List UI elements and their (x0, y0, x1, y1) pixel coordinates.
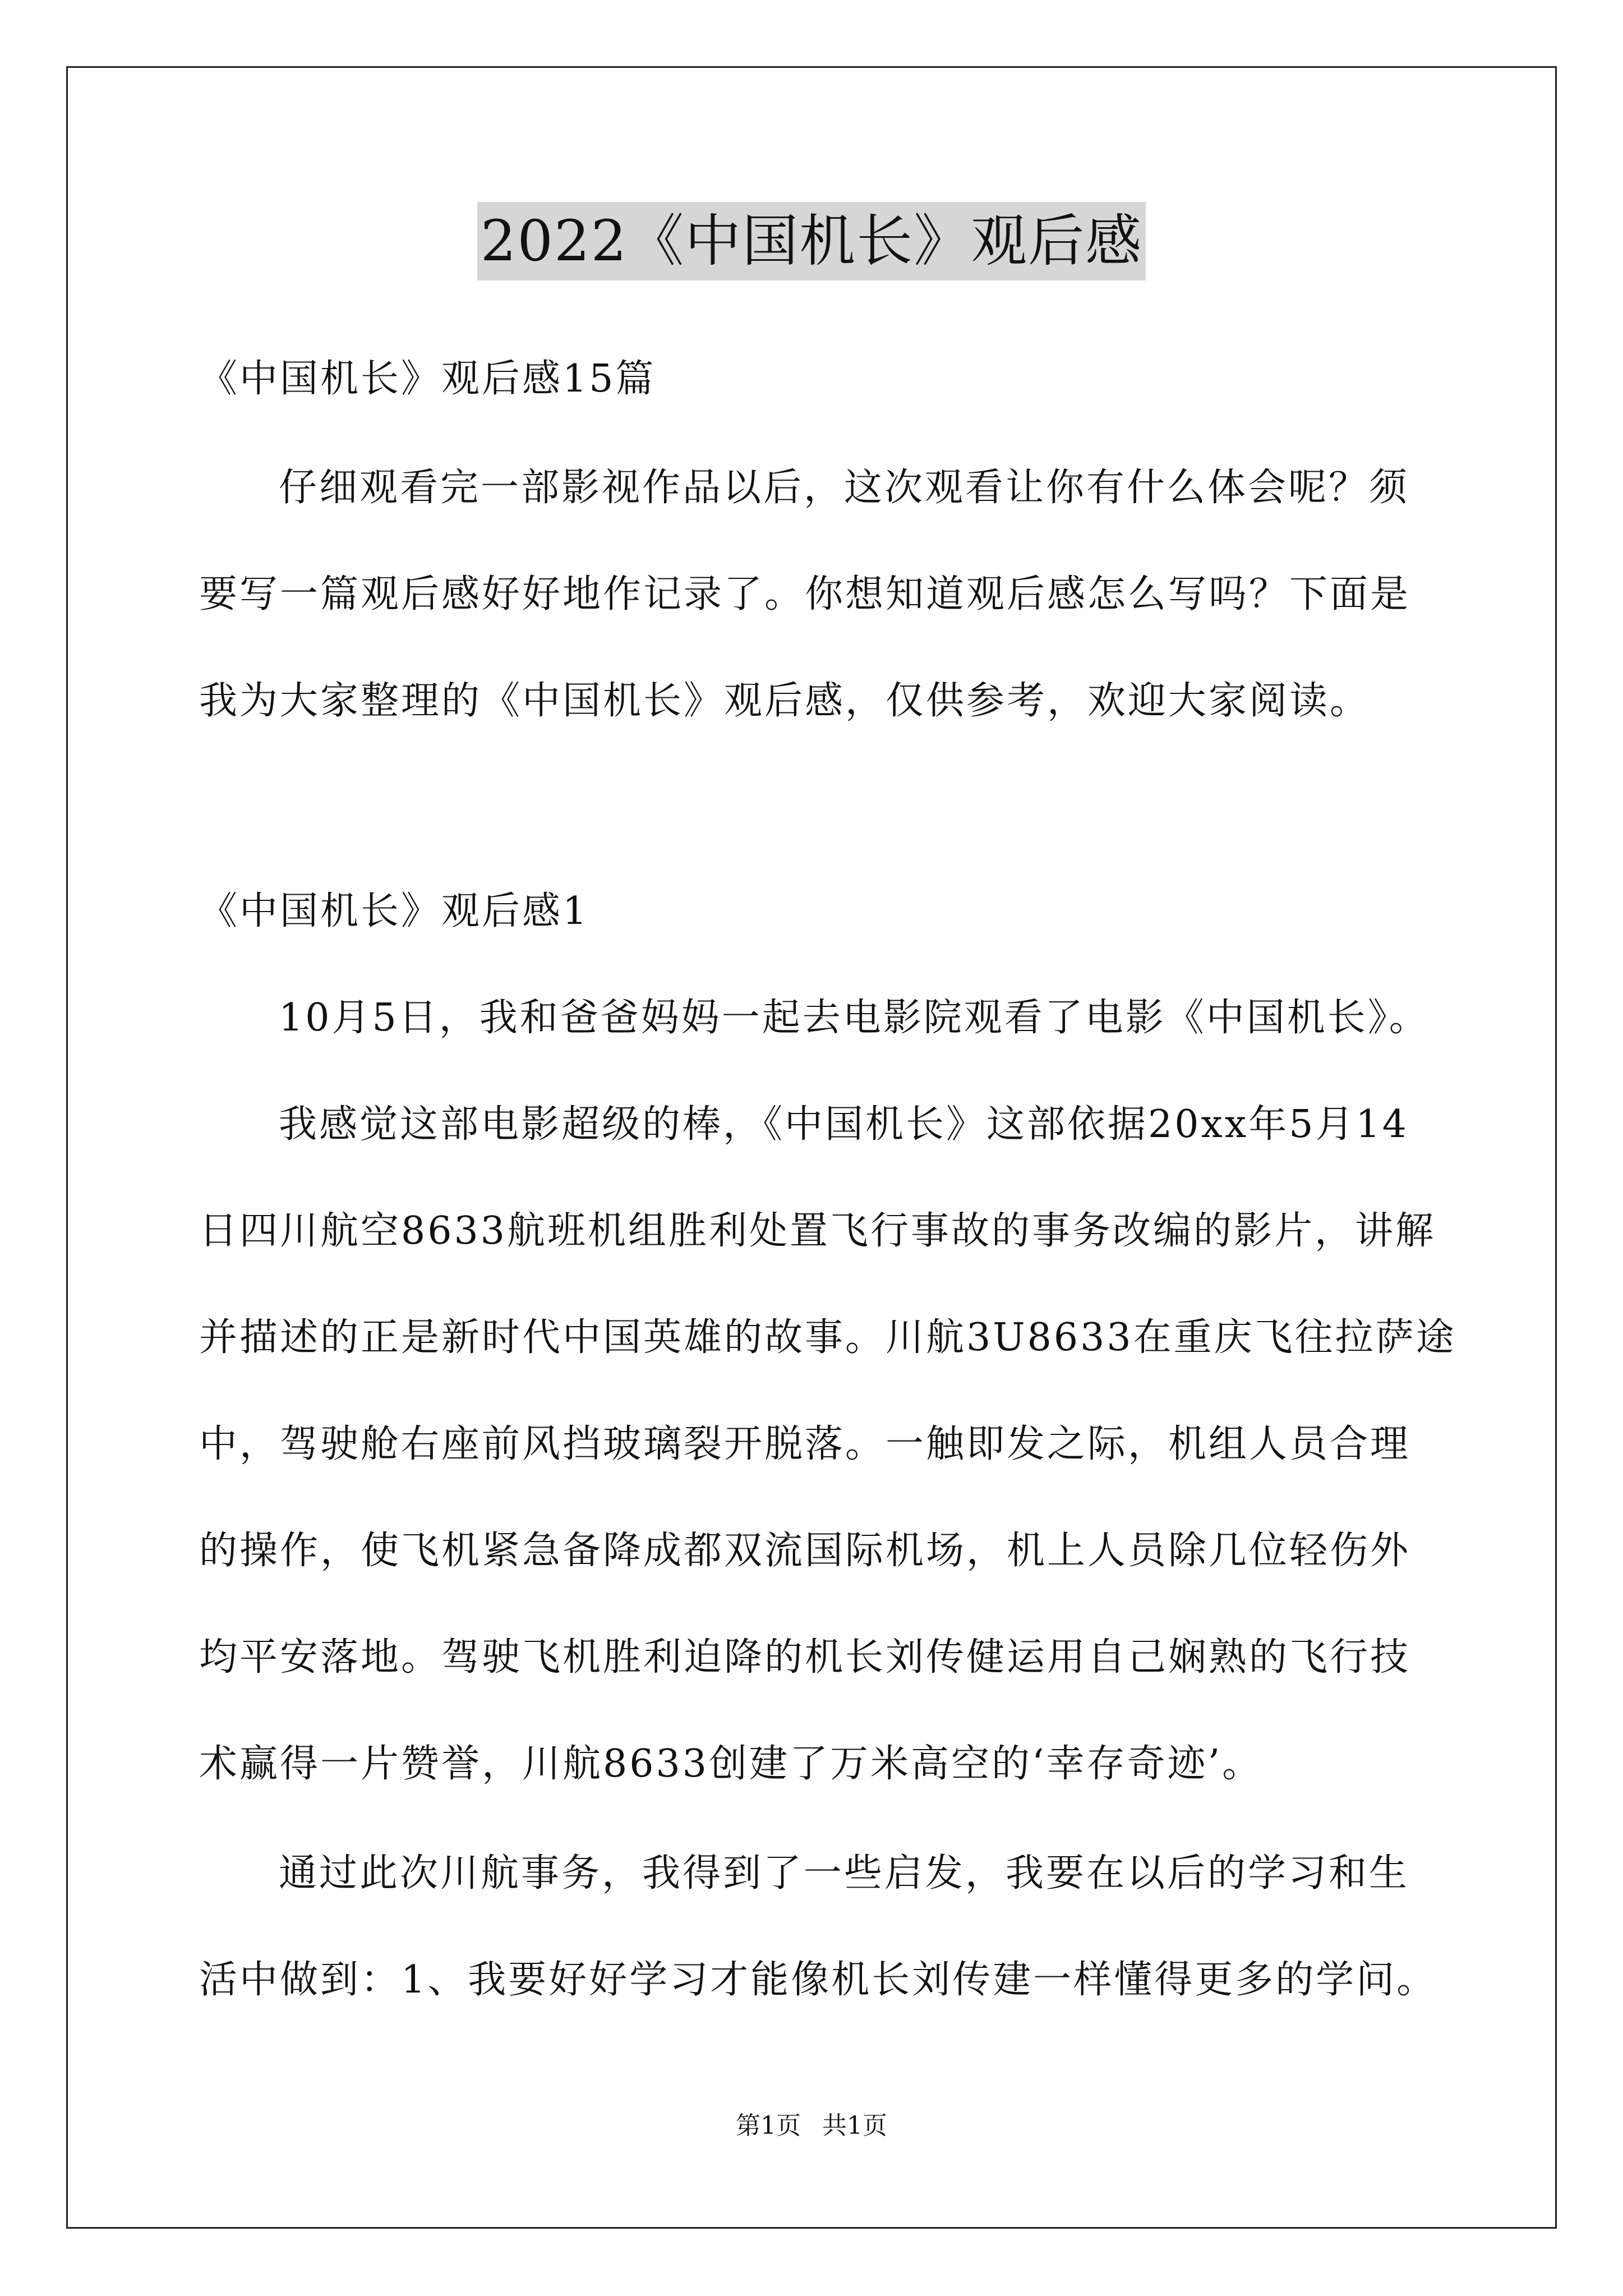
paragraph-line: 日四川航空8633航班机组胜利处置飞行事故的事务改编的影片，讲解 (199, 1209, 1436, 1253)
paragraph-line: 我感觉这部电影超级的棒，《中国机长》这部依据20xx年5月14 (279, 1102, 1409, 1147)
title-container (0, 202, 1623, 280)
paragraph-line: 活中做到：1、我要好好学习才能像机长刘传建一样懂得更多的学问。 (199, 1958, 1437, 2002)
section-heading: 《中国机长》观后感1 (199, 889, 589, 933)
document-title: 2022《中国机长》观后感 (477, 202, 1146, 280)
paragraph-line: 术赢得一片赞誉，川航8633创建了万米高空的‘幸存奇迹’。 (199, 1742, 1263, 1786)
intro-line: 我为大家整理的《中国机长》观后感，仅供参考，欢迎大家阅读。 (199, 679, 1371, 723)
intro-line: 要写一篇观后感好好地作记录了。你想知道观后感怎么写吗？下面是 (199, 572, 1411, 616)
paragraph-line: 均平安落地。驾驶飞机胜利迫降的机长刘传健运用自己娴熟的飞行技 (199, 1635, 1411, 1680)
subtitle: 《中国机长》观后感15篇 (199, 357, 656, 401)
paragraph-line: 并描述的正是新时代中国英雄的故事。川航3U8633在重庆飞往拉萨途 (199, 1315, 1456, 1360)
page-footer (0, 2109, 1623, 2143)
paragraph-line: 的操作，使飞机紧急备降成都双流国际机场，机上人员除几位轻伤外 (199, 1529, 1411, 1573)
page-total: 共1页 (822, 2111, 887, 2140)
paragraph-line: 10月5日，我和爸爸妈妈一起去电影院观看了电影《中国机长》。 (279, 996, 1430, 1040)
page-number: 第1页 (736, 2111, 801, 2140)
intro-line: 仔细观看完一部影视作品以后，这次观看让你有什么体会呢？须 (279, 466, 1410, 510)
paragraph-line: 中，驾驶舱右座前风挡玻璃裂开脱落。一触即发之际，机组人员合理 (199, 1422, 1411, 1466)
paragraph-line: 通过此次川航事务，我得到了一些启发，我要在以后的学习和生 (279, 1851, 1410, 1895)
